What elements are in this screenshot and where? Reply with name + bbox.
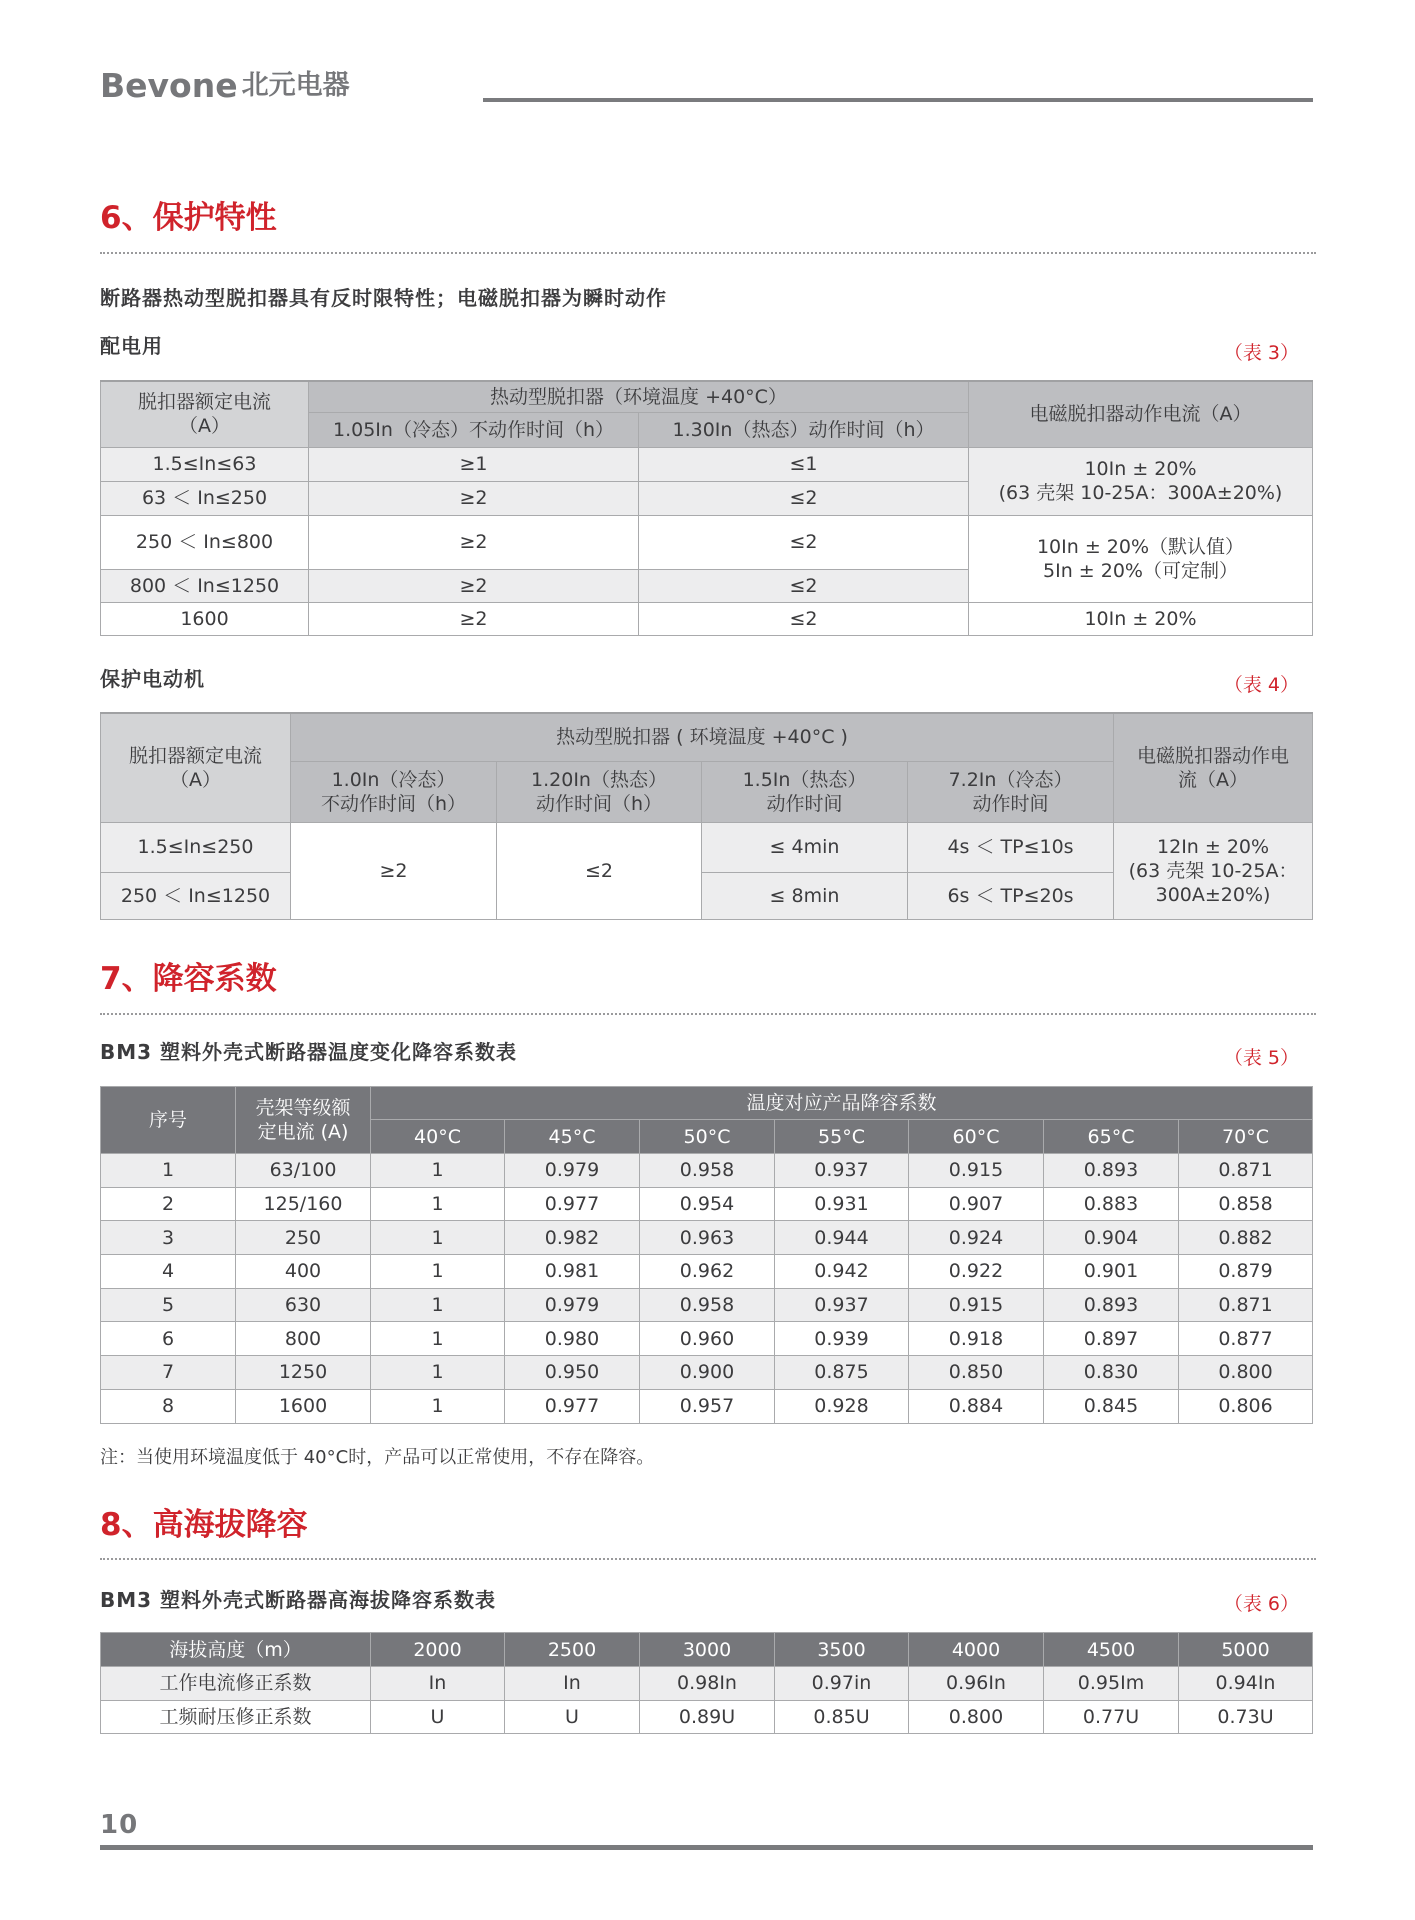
table-6-tag: （表 6） [1223,1593,1299,1615]
cell-factor-value: 0.98In [640,1667,775,1701]
table-6-body [101,1667,1313,1734]
header-altitude-value: 4000 [909,1633,1044,1667]
header-temp: 55°C [775,1120,909,1154]
cell-derating-value: 0.806 [1179,1389,1313,1423]
header-magnetic: 电磁脱扣器动作电流（A） [969,381,1313,447]
cell-rated: 63 ＜ In≤250 [101,481,309,515]
header-line: 1.5In（热态） [742,768,867,791]
header-magnetic-line1: 电磁脱扣器动作电 [1137,744,1290,767]
cell-rated: 800 ＜ In≤1250 [101,569,309,602]
cell-derating-value: 0.963 [640,1221,775,1255]
cell-no: 8 [101,1389,236,1423]
cell-derating-value: 0.884 [909,1389,1044,1423]
cell-derating-value: 0.979 [505,1288,640,1322]
cell-factor-value: 0.94In [1179,1667,1313,1701]
table-5-temperature-derating [100,1086,1313,1424]
header-frame-current [236,1087,371,1154]
magnetic-b-line1: 10In ± 20%（默认值） [1036,535,1245,558]
cell-frame-current: 400 [236,1255,371,1289]
cell-derating-value: 0.922 [909,1255,1044,1289]
table-4-subtitle: 保护电动机 [100,667,205,691]
header-line: 7.2In（冷态） [948,768,1073,791]
section-6-title: 6、保护特性 [100,200,277,236]
cell-derating-value: 1 [371,1389,505,1423]
cell-factor-value: 0.95Im [1044,1667,1179,1701]
header-line: 不动作时间（h） [320,792,467,815]
cell-factor-value: U [505,1700,640,1734]
header-magnetic-line2: 流（A） [1178,768,1249,791]
header-rated-current-label: 脱扣器额定电流 [128,744,262,767]
cell-rated: 1.5≤In≤63 [101,447,309,481]
cell-factor-value: 0.85U [775,1700,909,1734]
table-3-distribution [100,380,1313,636]
cell-derating-value: 0.979 [505,1154,640,1188]
cell-derating-value: 0.875 [775,1356,909,1390]
cell-derating-value: 0.858 [1179,1187,1313,1221]
cell-magnetic-c: 10In ± 20% [969,602,1313,635]
cell-derating-value: 0.883 [1044,1187,1179,1221]
brand-name-cn: 北元电器 [241,70,350,101]
header-line: 壳架等级额 [255,1097,351,1119]
table-row [101,1221,1313,1255]
brand-name-en: Bevone [100,66,238,105]
header-derating-group: 温度对应产品降容系数 [371,1087,1313,1120]
cell-rated: 1600 [101,602,309,635]
cell-derating-value: 0.928 [775,1389,909,1423]
header-altitude-value: 4500 [1044,1633,1179,1667]
table-6-subtitle: BM3 塑料外壳式断路器高海拔降容系数表 [100,1588,497,1612]
cell-frame-current: 250 [236,1221,371,1255]
cell-derating-value: 1 [371,1255,505,1289]
cell-derating-value: 1 [371,1221,505,1255]
cell-hot: ≤2 [639,569,969,602]
cell-hot: ≤2 [639,602,969,635]
header-altitude-value: 5000 [1179,1633,1313,1667]
cell-derating-value: 0.877 [1179,1322,1313,1356]
header-temp: 60°C [909,1120,1044,1154]
table-row [101,1288,1313,1322]
header-hot: 1.30In（热态）动作时间（h） [639,412,969,447]
table-row [101,822,1313,872]
cell-magnetic-a [969,447,1313,515]
cell-no: 4 [101,1255,236,1289]
cell-hot: ≤2 [639,515,969,569]
cell-magnetic [1114,822,1313,919]
cell-cold: ≥2 [309,515,639,569]
table-row [101,1356,1313,1390]
table-row [101,1154,1313,1188]
cell-derating-value: 0.915 [909,1288,1044,1322]
cell-derating-value: 0.958 [640,1288,775,1322]
table-row [101,1187,1313,1221]
header-rated-current [101,381,309,447]
cell-derating-value: 0.882 [1179,1221,1313,1255]
table-5-tag: （表 5） [1223,1047,1299,1069]
cell-derating-value: 0.977 [505,1389,640,1423]
section-8-title: 8、高海拔降容 [100,1507,308,1543]
header-no: 序号 [101,1087,236,1154]
magnetic-b-line2: 5In ± 20%（可定制） [1043,559,1238,582]
cell-derating-value: 0.977 [505,1187,640,1221]
cell-c3: ≤ 4min [702,822,908,872]
cell-derating-value: 0.871 [1179,1154,1313,1188]
cell-magnetic-b [969,515,1313,602]
cell-c2-merged: ≤2 [497,822,702,919]
magnetic-a-line2: (63 壳架 10-25A：300A±20%) [998,482,1283,504]
cell-derating-value: 0.944 [775,1221,909,1255]
header-thermal: 热动型脱扣器（环境温度 +40°C） [309,381,969,412]
table-6-header-row [101,1633,1313,1667]
cell-factor-value: U [371,1700,505,1734]
header-line: 定电流 (A) [257,1121,349,1143]
cell-derating-value: 1 [371,1322,505,1356]
cell-frame-current: 63/100 [236,1154,371,1188]
cell-derating-value: 0.942 [775,1255,909,1289]
cell-derating-value: 1 [371,1187,505,1221]
header-rated-current-unit: （A） [179,415,230,438]
footer-rule [100,1845,1313,1850]
header-1-20in [497,761,702,822]
table-row [101,515,1313,569]
cell-derating-value: 0.937 [775,1154,909,1188]
cell-derating-value: 0.893 [1044,1154,1179,1188]
cell-rated: 250 ＜ In≤800 [101,515,309,569]
section-6-divider [100,252,1316,254]
header-rule [483,98,1313,102]
cell-c4: 4s ＜ TP≤10s [908,822,1114,872]
cell-factor-value: In [371,1667,505,1701]
cell-derating-value: 0.924 [909,1221,1044,1255]
cell-derating-value: 0.937 [775,1288,909,1322]
cell-cold: ≥2 [309,569,639,602]
cell-derating-value: 0.871 [1179,1288,1313,1322]
header-rated-current-label: 脱扣器额定电流 [137,391,271,414]
cell-no: 6 [101,1322,236,1356]
cell-derating-value: 0.962 [640,1255,775,1289]
cell-rated: 250 ＜ In≤1250 [101,872,291,919]
cell-factor-value: 0.96In [909,1667,1044,1701]
header-rated-current-unit: （A） [170,768,221,791]
table-row [101,1700,1313,1734]
cell-derating-value: 0.897 [1044,1322,1179,1356]
table-row [101,602,1313,635]
header-altitude-value: 2000 [371,1633,505,1667]
cell-hot: ≤2 [639,481,969,515]
cell-derating-value: 1 [371,1288,505,1322]
cell-no: 1 [101,1154,236,1188]
cell-cold: ≥1 [309,447,639,481]
cell-derating-value: 0.931 [775,1187,909,1221]
header-1-0in [291,761,497,822]
cell-cold: ≥2 [309,481,639,515]
cell-derating-value: 0.830 [1044,1356,1179,1390]
cell-derating-value: 1 [371,1154,505,1188]
header-line: 动作时间（h） [535,792,663,815]
header-line: 1.20In（热态） [531,768,667,791]
cell-derating-value: 0.939 [775,1322,909,1356]
cell-derating-value: 0.980 [505,1322,640,1356]
section-7-divider [100,1013,1316,1015]
cell-frame-current: 630 [236,1288,371,1322]
cell-derating-value: 0.904 [1044,1221,1179,1255]
cell-derating-value: 0.918 [909,1322,1044,1356]
cell-derating-value: 0.982 [505,1221,640,1255]
cell-c4: 6s ＜ TP≤20s [908,872,1114,919]
section-8-divider [100,1558,1316,1560]
header-altitude-value: 3000 [640,1633,775,1667]
cell-derating-value: 0.957 [640,1389,775,1423]
cell-derating-value: 0.960 [640,1322,775,1356]
table-5-subtitle: BM3 塑料外壳式断路器温度变化降容系数表 [100,1040,518,1064]
cell-derating-value: 0.850 [909,1356,1044,1390]
header-altitude-value: 2500 [505,1633,640,1667]
section-7-title: 7、降容系数 [100,961,277,997]
cell-rated: 1.5≤In≤250 [101,822,291,872]
header-1-5in [702,761,908,822]
cell-derating-value: 0.907 [909,1187,1044,1221]
magnetic-line3: 300A±20%) [1155,883,1271,906]
cell-factor-value: 0.89U [640,1700,775,1734]
header-temp: 65°C [1044,1120,1179,1154]
magnetic-line1: 12In ± 20% [1157,835,1270,858]
cell-factor-value: 0.77U [1044,1700,1179,1734]
brand-logo [100,66,350,105]
cell-frame-current: 1600 [236,1389,371,1423]
header-line: 动作时间 [766,792,843,815]
cell-derating-value: 0.954 [640,1187,775,1221]
header-temp: 40°C [371,1120,505,1154]
magnetic-line2: (63 壳架 10-25A： [1128,859,1298,882]
table-6-altitude-derating [100,1632,1313,1734]
table-4-motor-protection [100,712,1313,920]
table-row [101,1322,1313,1356]
cell-derating-value: 0.958 [640,1154,775,1188]
cell-derating-value: 0.901 [1044,1255,1179,1289]
table-row [101,1667,1313,1701]
cell-factor-value: In [505,1667,640,1701]
header-7-2in [908,761,1114,822]
table-5-body [101,1154,1313,1424]
table-4-tag: （表 4） [1223,674,1299,696]
cell-derating-value: 1 [371,1356,505,1390]
table-5-note: 注：当使用环境温度低于 40°C时，产品可以正常使用，不存在降容。 [100,1447,655,1468]
cell-derating-value: 0.900 [640,1356,775,1390]
cell-no: 7 [101,1356,236,1390]
page-number: 10 [100,1810,139,1840]
header-rated-current [101,713,291,822]
header-temp: 50°C [640,1120,775,1154]
cell-c1-merged: ≥2 [291,822,497,919]
table-row [101,1389,1313,1423]
table-row [101,447,1313,481]
cell-no: 2 [101,1187,236,1221]
table-row [101,1255,1313,1289]
cell-derating-value: 0.893 [1044,1288,1179,1322]
cell-c3: ≤ 8min [702,872,908,919]
cell-factor-label: 工作电流修正系数 [101,1667,371,1701]
cell-no: 5 [101,1288,236,1322]
cell-factor-value: 0.73U [1179,1700,1313,1734]
table-3-tag: （表 3） [1223,342,1299,364]
magnetic-a-line1: 10In ± 20% [1084,458,1197,480]
cell-no: 3 [101,1221,236,1255]
cell-factor-value: 0.800 [909,1700,1044,1734]
cell-derating-value: 0.800 [1179,1356,1313,1390]
table-3-subtitle: 配电用 [100,334,163,358]
cell-factor-value: 0.97in [775,1667,909,1701]
header-thermal: 热动型脱扣器 ( 环境温度 +40°C ) [291,713,1114,761]
cell-derating-value: 0.879 [1179,1255,1313,1289]
header-line: 动作时间 [972,792,1049,815]
cell-cold: ≥2 [309,602,639,635]
cell-derating-value: 0.915 [909,1154,1044,1188]
cell-derating-value: 0.981 [505,1255,640,1289]
cell-derating-value: 0.950 [505,1356,640,1390]
section-6-intro: 断路器热动型脱扣器具有反时限特性；电磁脱扣器为瞬时动作 [100,286,667,310]
cell-derating-value: 0.845 [1044,1389,1179,1423]
header-temp: 45°C [505,1120,640,1154]
cell-frame-current: 800 [236,1322,371,1356]
header-temp: 70°C [1179,1120,1313,1154]
cell-factor-label: 工频耐压修正系数 [101,1700,371,1734]
header-altitude-value: 3500 [775,1633,909,1667]
cell-frame-current: 125/160 [236,1187,371,1221]
header-cold: 1.05In（冷态）不动作时间（h） [309,412,639,447]
header-magnetic [1114,713,1313,822]
cell-frame-current: 1250 [236,1356,371,1390]
header-line: 1.0In（冷态） [331,768,456,791]
header-altitude: 海拔高度（m） [101,1633,371,1667]
cell-hot: ≤1 [639,447,969,481]
